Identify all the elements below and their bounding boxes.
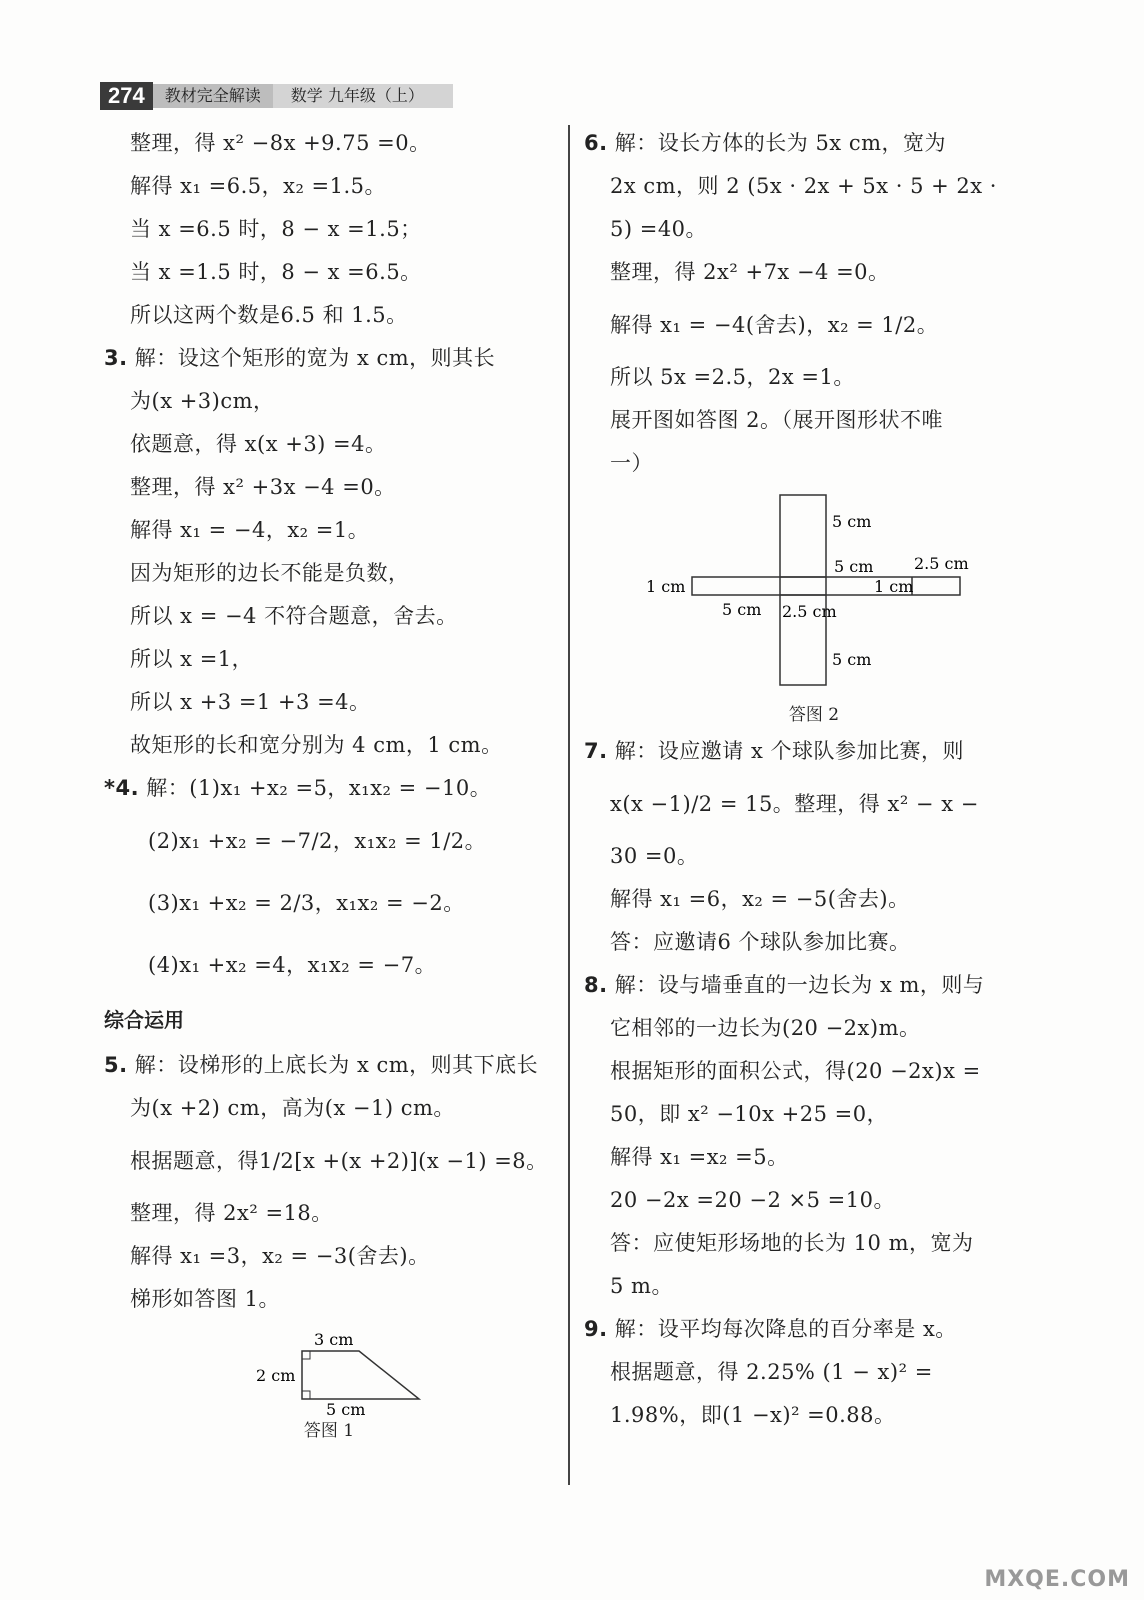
text-line: 解得 x₁ =6，x₂ = −5(舍去)。 (610, 887, 910, 911)
problem-6-line: 6. 解：设长方体的长为 5x cm，宽为 (584, 131, 946, 155)
figure-caption: 答图 2 (788, 705, 840, 725)
text-line: 整理，得 x² −8x +9.75 =0。 (130, 131, 431, 155)
trapezoid-diagram (104, 1321, 554, 1416)
dim-label: 2.5 cm (782, 602, 837, 621)
dim-label: 5 cm (832, 650, 872, 669)
dim-label: 2.5 cm (914, 554, 969, 573)
text-line: 为(x +2) cm，高为(x −1) cm。 (130, 1096, 455, 1120)
text-line: 依题意，得 x(x +3) =4。 (130, 432, 387, 456)
page-number: 274 (100, 82, 153, 110)
text-line: (2)x₁ +x₂ = −7/2，x₁x₂ = 1/2。 (148, 829, 487, 853)
text-line: 所以 5x =2.5，2x =1。 (610, 365, 855, 389)
text-line: 为(x +3)cm， (130, 389, 275, 413)
text-line: 解得 x₁ =6.5，x₂ =1.5。 (130, 174, 387, 198)
text-line: 答：应邀请6 个球队参加比赛。 (610, 930, 911, 954)
dim-label: 5 cm (722, 600, 762, 619)
text-line: 整理，得 2x² +7x −4 =0。 (610, 260, 890, 284)
text-line: 当 x =1.5 时，8 − x =6.5。 (130, 260, 422, 284)
text-line: 所以 x = −4 不符合题意，舍去。 (130, 604, 458, 628)
dim-label: 5 cm (832, 512, 872, 531)
top-base-label: 3 cm (314, 1330, 354, 1349)
text-line: 梯形如答图 1。 (130, 1287, 281, 1311)
right-angle-mark-top (302, 1351, 310, 1359)
text-line: 根据矩形的面积公式，得(20 −2x)x = (610, 1059, 981, 1083)
problem-number: 6. (584, 131, 608, 155)
dim-label: 5 cm (834, 557, 874, 576)
watermark: MXQE.COM (984, 1567, 1130, 1592)
problem-number: *4. (104, 776, 140, 800)
text-line: (3)x₁ +x₂ = 2/3，x₁x₂ = −2。 (148, 891, 465, 915)
text-line: 一） (610, 451, 653, 475)
height-label: 2 cm (256, 1366, 296, 1385)
box-net-diagram (584, 485, 1044, 700)
figure-caption: 答图 1 (303, 1421, 355, 1441)
text-line: 根据题意，得1/2[x +(x +2)](x −1) =8。 (130, 1149, 548, 1173)
text-line: 50，即 x² −10x +25 =0， (610, 1102, 889, 1126)
vertical-strip (780, 495, 826, 685)
problem-7-line: 7. 解：设应邀请 x 个球队参加比赛，则 (584, 739, 964, 763)
problem-8-line: 8. 解：设与墙垂直的一边长为 x m，则与 (584, 973, 985, 997)
problem-number: 7. (584, 739, 608, 763)
text-line: 整理，得 2x² =18。 (130, 1201, 333, 1225)
text-line: 30 =0。 (610, 844, 699, 868)
text-line: 解得 x₁ = −4，x₂ =1。 (130, 518, 370, 542)
text-line: 展开图如答图 2。（展开图形状不唯 (610, 408, 944, 432)
dim-label: 1 cm (646, 577, 686, 596)
text-line: 整理，得 x² +3x −4 =0。 (130, 475, 396, 499)
column-divider (568, 125, 570, 1485)
text-line: 5 m。 (610, 1274, 673, 1298)
problem-number: 3. (104, 346, 128, 370)
trapezoid-figure (104, 1321, 554, 1446)
text-line: (4)x₁ +x₂ =4，x₁x₂ = −7。 (148, 953, 437, 977)
right-column (584, 122, 1044, 1437)
book-title: 教材完全解读 (153, 84, 273, 108)
problem-9-line: 9. 解：设平均每次降息的百分率是 x。 (584, 1317, 957, 1341)
problem-number: 5. (104, 1053, 128, 1077)
problem-5-line: 5. 解：设梯形的上底长为 x cm，则其下底长 (104, 1053, 539, 1077)
text-line: 当 x =6.5 时，8 − x =1.5； (130, 217, 422, 241)
text-line: 20 −2x =20 −2 ×5 =10。 (610, 1188, 895, 1212)
problem-3-line: 3. 解：设这个矩形的宽为 x cm，则其长 (104, 346, 496, 370)
text-line: 它相邻的一边长为(20 −2x)m。 (610, 1016, 921, 1040)
trapezoid-shape (302, 1351, 419, 1399)
text-line: 因为矩形的边长不能是负数， (130, 561, 410, 585)
net-figure (584, 485, 1044, 730)
text-line: 2x cm，则 2 (5x · 2x + 5x · 5 + 2x · (610, 174, 997, 198)
section-heading: 综合运用 (104, 1008, 184, 1032)
page-header (100, 82, 453, 110)
text-line: 解得 x₁ =x₂ =5。 (610, 1145, 789, 1169)
subject-label: 数学 九年级（上） (273, 84, 453, 108)
text-line: 所以 x +3 =1 +3 =4。 (130, 690, 371, 714)
right-angle-mark-bottom (302, 1391, 310, 1399)
text-line: 答：应使矩形场地的长为 10 m，宽为 (610, 1231, 974, 1255)
text-line: x(x −1)/2 = 15。整理，得 x² − x − (610, 792, 979, 816)
text-line: 所以 x =1， (130, 647, 254, 671)
text-line: 1.98%，即(1 −x)² =0.88。 (610, 1403, 896, 1427)
problem-4-line: *4. 解：(1)x₁ +x₂ =5，x₁x₂ = −10。 (104, 776, 492, 800)
bottom-base-label: 5 cm (326, 1400, 366, 1416)
dim-label: 1 cm (874, 577, 914, 596)
text-line: 故矩形的长和宽分别为 4 cm，1 cm。 (130, 733, 503, 757)
problem-number: 9. (584, 1317, 608, 1341)
text-line: 解得 x₁ = −4(舍去)，x₂ = 1/2。 (610, 313, 939, 337)
left-column (104, 122, 554, 1446)
problem-number: 8. (584, 973, 608, 997)
text-line: 解得 x₁ =3，x₂ = −3(舍去)。 (130, 1244, 430, 1268)
text-line: 5) =40。 (610, 217, 708, 241)
text-line: 所以这两个数是6.5 和 1.5。 (130, 303, 408, 327)
text-line: 根据题意，得 2.25% (1 − x)² = (610, 1360, 933, 1384)
